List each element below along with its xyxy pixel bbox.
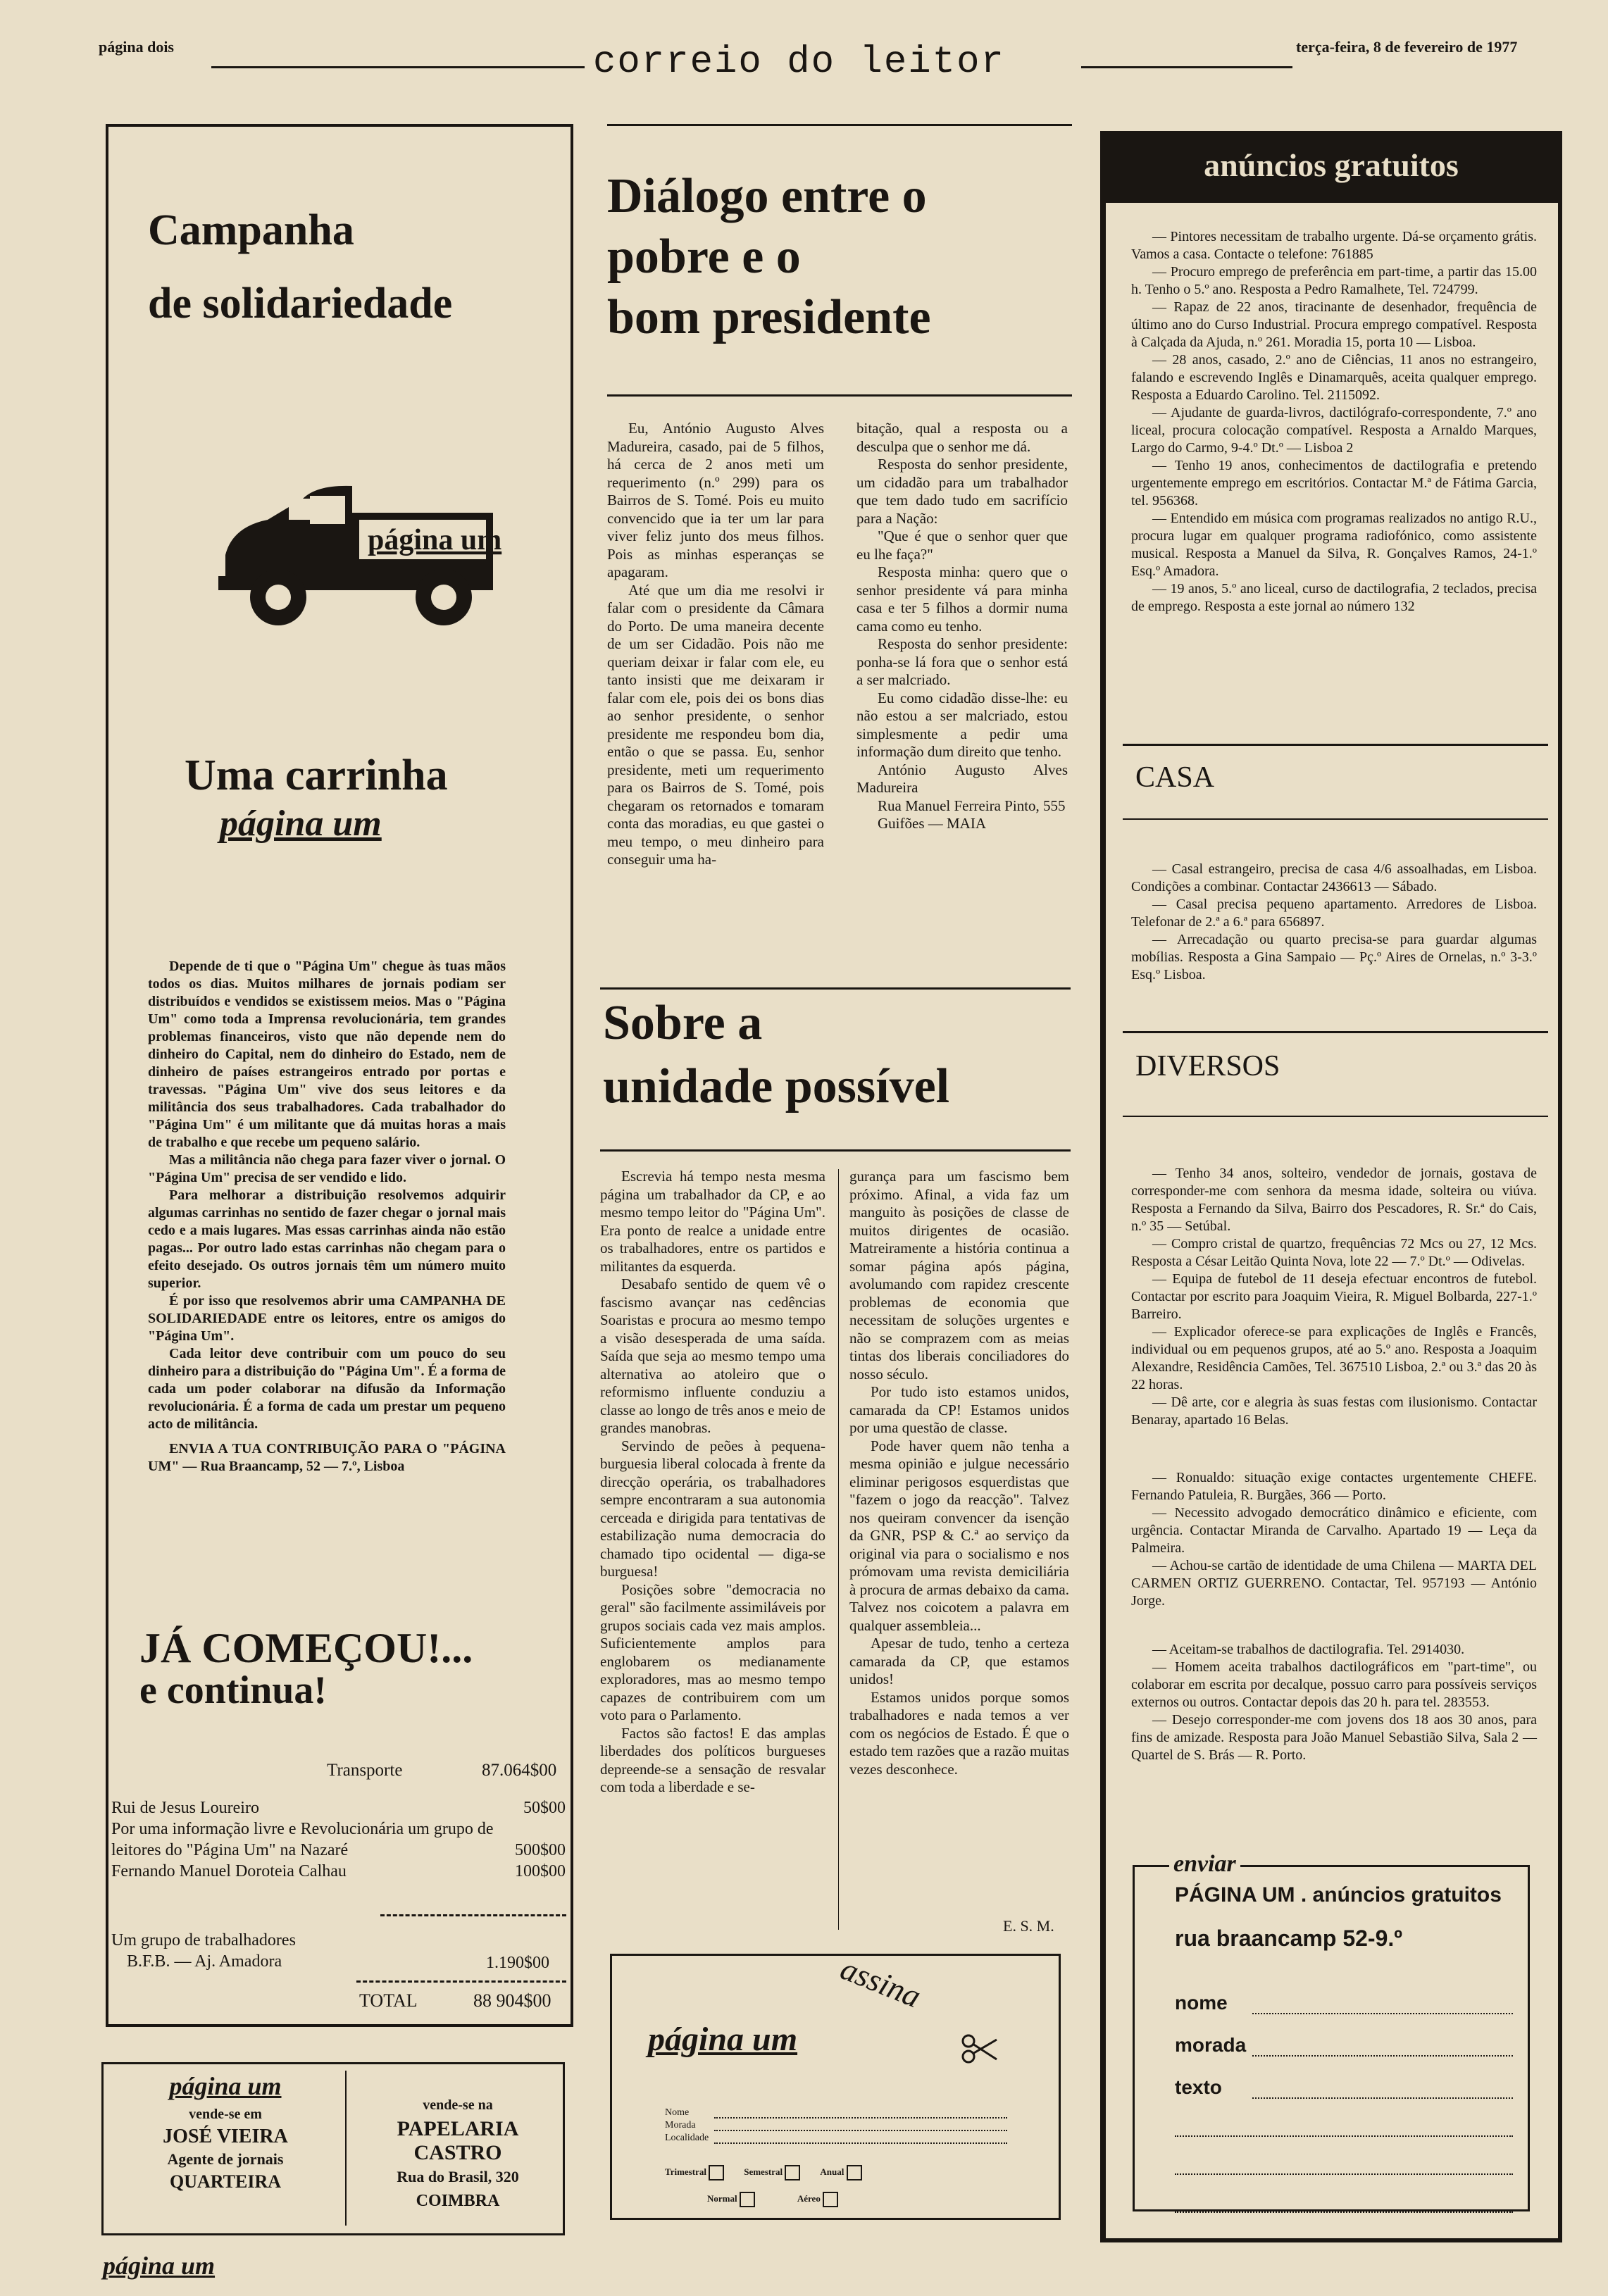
casa-list [1131, 861, 1537, 984]
subscribe-option[interactable] [744, 2165, 800, 2180]
subscribe-field-row [665, 2119, 1007, 2131]
ad-item: — Ronualdo: situação exige contactes urgentemente CHEFE. Fernando Patuleia, R. Burgães, 366 — Porto. [1131, 1470, 1537, 1503]
ad-item: — Pintores necessitam de trabalho urgente. Dá-se orçamento grátis. Vamos a casa. Contacte o telefone: 761885 [1131, 229, 1537, 262]
footer-logo: página um [103, 2252, 216, 2280]
subscribe-form [665, 2106, 1007, 2144]
dialogo-paragraph: bitação, qual a resposta ou a desculpa que o senhor me dá. [856, 420, 1068, 455]
section-title: correio do leitor [593, 41, 1005, 84]
unidade-paragraph: Escrevia há tempo nesta mesma página um trabalhador da CP, e ao mesmo tempo leitor do "Página Um". Era ponto de realce a unidade entre os trabalhadores, entre os partidos e militantes da esquerda. [600, 1168, 825, 1275]
ad-item: — Compro cristal de quartzo, frequências 72 Mcs ou 27, 12 Mcs. Resposta a César Leitão Quinta Nova, lote 22 — 7.º Dt.º — Odivelas. [1131, 1236, 1537, 1269]
casa-rule [1123, 744, 1548, 746]
ad-item: — Tenho 19 anos, conhecimentos de dactilografia e pretendo urgentemente emprego em escritórios. Contactar M.ª de Fátima Garcia, tel. 956368. [1131, 458, 1537, 509]
total-label: TOTAL [359, 1990, 418, 2011]
option-label: Normal [707, 2192, 737, 2204]
group-line-1: Um grupo de trabalhadores [111, 1931, 296, 1949]
unidade-col-1 [600, 1168, 825, 1797]
contribution-row [111, 1818, 566, 1840]
unidade-title-rule [600, 1149, 1071, 1152]
send-form [1175, 1972, 1513, 2213]
subscribe-option[interactable] [665, 2165, 724, 2180]
option-label: Trimestral [665, 2166, 706, 2177]
ja-comecou-subtitle: e continua! [139, 1668, 327, 1712]
ad-item: — Explicador oferece-se para explicações de Inglês e Francês, individual ou em pequenos grupos, até ao 5.º ano. Resposta a Joaquim Alexandre, Residência Camões, Tel. 367510 Lisboa, 2.ª ou 3.ª das 20 às 22 horas. [1131, 1324, 1537, 1392]
ad-item: — Tenho 34 anos, solteiro, vendedor de jornais, gostava de corresponder-me com senhora da mesma idade, solteira ou viúva. Resposta a Fernando da Silva, Bairro dos Pescadores, R. Sr.ª do Cais, n.º 35 — Setúbal. [1131, 1166, 1537, 1234]
send-field-row [1175, 2057, 1513, 2099]
contribution-name: Por uma informação livre e Revolucionária um grupo de [111, 1820, 494, 1838]
casa-rule-bottom [1123, 818, 1548, 820]
ad-item: — Arrecadação ou quarto precisa-se para guardar algumas mobílias. Resposta a Gina Sampaio — Pç.º Aires de Ornelas, n.º 3-3.º Esq.º Lisboa. [1131, 932, 1537, 982]
dashed-divider [380, 1914, 566, 1916]
send-line-2: rua braancamp 52-9.º [1175, 1926, 1402, 1951]
contribution-row [111, 1797, 566, 1818]
ad-item: — Achou-se cartão de identidade de uma Chilena — MARTA DEL CARMEN ORTIZ GUERRENO. Contactar, Tel. 957193 — António Jorge. [1131, 1558, 1537, 1609]
unidade-title [603, 992, 949, 1118]
sales-left-city: QUARTEIRA [170, 2171, 281, 2192]
contribution-name: leitores do "Página Um" na Nazaré [111, 1841, 349, 1859]
dialogo-title-line: bom presidente [607, 290, 931, 344]
dialogo-title-line: Diálogo entre o [607, 169, 927, 223]
campaign-paragraph: Depende de ti que o "Página Um" chegue às tuas mãos todos os dias. Muitos milhares de jornais podiam ser distribuídos e vendidos se existissem meios. Mas o "Página Um" como toda a Imprensa revolucionária, tem grandes problemas financeiros, visto que não depende nem do dinheiro do Capital, nem do dinheiro do Estado, nem de dinheiro de países estrangeiros entrado por portas e travessas. "Página Um" vive dos seus leitores e da militância dos seus trabalhadores. Cada trabalhador do "Página Um" é um militante que dá muitas horas a mais de trabalho e que recebe um pequeno salário. [148, 959, 506, 1150]
send-title: enviar [1169, 1851, 1240, 1878]
ad-item: — Desejo corresponder-me com jovens dos 18 aos 30 anos, para fins de amizade. Resposta para João Manuel Sebastião Silva, Sala 2 — Quartel de S. Brás — R. Porto. [1131, 1712, 1537, 1763]
dialogo-paragraph: Resposta do senhor presidente, um cidadão para um trabalhador que tem dado tudo em sacrifício para a Nação: [856, 456, 1068, 527]
truck-label: página um [368, 524, 502, 556]
subscribe-options-row [665, 2165, 1031, 2180]
dialogo-paragraph: Resposta do senhor presidente: ponha-se lá fora que o senhor está a ser malcriado. [856, 635, 1068, 688]
send-field-input[interactable] [1252, 2097, 1513, 2099]
subscribe-field-row [665, 2106, 1007, 2119]
contribution-value: 500$00 [515, 1841, 566, 1859]
ad-item: — Casal precisa pequeno apartamento. Arredores de Lisboa. Telefonar de 2.ª a 6.ª para 656897. [1131, 897, 1537, 930]
dialogo-title [607, 166, 931, 348]
ad-item: — Dê arte, cor e alegria às suas festas com ilusionismo. Contactar Benaray, apartado 16 Belas. [1131, 1395, 1537, 1428]
contribution-row [111, 1861, 566, 1882]
sales-right [352, 2093, 563, 2213]
campaign-title-2: de solidariedade [148, 280, 453, 327]
contribution-value: 100$00 [515, 1862, 566, 1880]
unidade-paragraph: Apesar de tudo, tenho a certeza camarada da CP, que estamos unidos! [849, 1635, 1069, 1687]
dialogo-signature: António Augusto Alves Madureira [856, 761, 1068, 796]
unidade-paragraph: Factos são factos! E das amplas liberdades dos políticos burgueses depreende-se a sensação de resvalar com toda a liberdade e se- [600, 1724, 825, 1795]
unidade-signature: E. S. M. [1003, 1917, 1054, 1935]
unidade-top-rule [600, 987, 1071, 990]
subscribe-field-label: Localidade [665, 2133, 709, 2143]
dialogo-paragraph: Resposta minha: quero que o senhor presidente vá para minha casa e ter 5 filhos a dormir numa cama como eu tenho. [856, 563, 1068, 635]
ads-header [1104, 135, 1558, 203]
option-label: Semestral [744, 2166, 783, 2177]
unidade-paragraph: Por tudo isto estamos unidos, camarada da CP! Estamos unidos por uma questão de classe. [849, 1383, 1069, 1436]
dialogo-top-rule [607, 124, 1072, 126]
dialogo-paragraph: Eu como cidadão disse-lhe: eu não estou a ser malcriado, estou simplesmente a pedir uma informação dum direito que tenho. [856, 689, 1068, 760]
subscribe-field-label: Morada [665, 2120, 696, 2130]
send-line-1: PÁGINA UM . anúncios gratuitos [1175, 1883, 1502, 1907]
diversos-list-3 [1131, 1641, 1537, 1764]
sales-right-name1: PAPELARIA [397, 2117, 519, 2140]
ad-item: — Ajudante de guarda-livros, dactilógrafo-correspondente, 7.º ano liceal, procura colocação compatível. Resposta a Arnaldo Marques, Largo do Carmo, 9-4.º Dt.º — Lisboa 2 [1131, 405, 1537, 456]
transporte-label: Transporte [327, 1761, 403, 1780]
unidade-title-line: unidade possível [603, 1059, 950, 1113]
send-field-input[interactable] [1252, 2013, 1513, 2014]
subscribe-option[interactable] [797, 2192, 838, 2207]
send-field-label: texto [1175, 2076, 1222, 2098]
campaign-title-1: Campanha [148, 206, 354, 254]
ad-item: — Equipa de futebol de 11 deseja efectuar encontros de futebol. Contactar por escrito para Joaquim Vieira, R. Miguel Bolbarda, 227-1.º Barreiro. [1131, 1271, 1537, 1322]
subscribe-field-input[interactable] [714, 2142, 1007, 2144]
sales-right-name2: CASTRO [413, 2141, 502, 2164]
ad-item: — Procuro emprego de preferência em part-time, a partir das 15.00 h. Tenho o 5.º ano. Resposta a Pedro Ramalhete, Tel. 724799. [1131, 264, 1537, 297]
sales-right-city: COIMBRA [416, 2192, 500, 2210]
subscribe-option[interactable] [820, 2165, 861, 2180]
sales-left-logo: página um [169, 2072, 282, 2100]
sales-right-address: Rua do Brasil, 320 [397, 2168, 519, 2185]
subscribe-options-row [665, 2192, 1031, 2207]
ad-item: — Rapaz de 22 anos, tiracinante de desenhador, frequência de último ano do Curso Industrial. Procura emprego compatível. Resposta à Calçada da Ajuda, n.º 261. Moradia 15, porta 10 — Lisboa. [1131, 299, 1537, 350]
casa-title: CASA [1135, 761, 1215, 794]
total-value: 88 904$00 [473, 1990, 551, 2011]
unidade-paragraph: gurança para um fascismo bem próximo. Afinal, a vida faz um manguito às posições de classe de muitos dirigentes de ocasião. Matreiramente a história continua a somar página após página, avolumando com rapidez crescente problemas de economia que necessitam de soluções urgentes e não se comprazem com as meias tintas dos liberais conciliadores do nosso século. [849, 1168, 1069, 1383]
campaign-subtitle-logo: página um [220, 804, 382, 844]
checkbox-icon[interactable] [709, 2165, 724, 2180]
dialogo-col-1 [607, 420, 824, 869]
send-field-row [1175, 1972, 1513, 2014]
option-label: Anual [820, 2166, 844, 2177]
sales-left-label: vende-se em [189, 2107, 262, 2122]
ad-item: — Homem aceita trabalhos dactilográficos em "part-time", ou colaborar em escrita por decalque, possuo carro para possíveis serviços externos ou outros. Contactar depois das 20 h. para tel. 283553. [1131, 1659, 1537, 1710]
header-rule-left [211, 66, 585, 68]
unidade-title-line: Sobre a [603, 996, 763, 1050]
unidade-paragraph: Servindo de peões à pequena-burguesia liberal colocada à frente da direcção operária, os trabalhadores sempre encontraram a sua autonomia cerceada e dirigida para tentativas de estabilização numa democracia do chamado tipo ocidental — diga-se burguesa! [600, 1437, 825, 1580]
truck-illustration [211, 470, 507, 639]
contribution-name: Rui de Jesus Loureiro [111, 1799, 259, 1817]
unidade-paragraph: Desabafo sentido de quem vê o fascismo avançar nas cedências Soaristas e procura ao mesmo tempo a visão desesperada de uma saída. Saída que seja ao mesmo tempo uma alternativa ao atoleiro que o reformismo influente conduziu a classe ao longo de três anos e meio de grandes manobras. [600, 1275, 825, 1436]
send-field-label: nome [1175, 1992, 1228, 2014]
subscribe-field-input[interactable] [714, 2117, 1007, 2119]
send-field-label: morada [1175, 2034, 1247, 2056]
diversos-list-1 [1131, 1165, 1537, 1429]
ja-comecou-title: JÁ COMEÇOU!... [139, 1625, 473, 1671]
subscribe-logo: página um [648, 2021, 798, 2058]
campaign-paragraph: Para melhorar a distribuição resolvemos adquirir algumas carrinhas no sentido de fazer chegar o jornal mais cedo e a mais lugares. Mas essas carrinhas ainda não estão pagas... Por outro lado estas carrinhas não chegam para o efeito desejado. Os outros jornais têm um número muito superior. [148, 1187, 506, 1291]
campaign-paragraph: É por isso que resolvemos abrir uma CAMPANHA DE SOLIDARIEDADE entre os leitores, entre os amigos do "Página Um". [148, 1293, 506, 1344]
ads-list [1131, 228, 1537, 616]
unidade-col-divider [838, 1169, 839, 1930]
transporte-value: 87.064$00 [482, 1761, 557, 1780]
dialogo-signature: Guifões — MAIA [878, 815, 986, 832]
campaign-body [148, 958, 506, 1475]
send-text-line[interactable] [1175, 2099, 1513, 2137]
dialogo-col-2 [856, 420, 1068, 833]
unidade-paragraph: Estamos unidos porque somos trabalhadores e nada temos a ver com os negócios de Estado. É que o estado tem razões que a razão muitas vezes desconhece. [849, 1688, 1069, 1778]
dialogo-paragraph: Eu, António Augusto Alves Madureira, casado, pai de 5 filhos, há cerca de 2 anos meti um requerimento (n.º 299) para os Bairros de S. Tomé. Pois eu muito convencido que ia ter um lar para viver feliz junto dos meus filhos. Pois as minhas esperanças se apagaram. [607, 420, 824, 580]
unidade-col-2 [849, 1168, 1069, 1778]
campaign-address: ENVIA A TUA CONTRIBUIÇÃO PARA O "PÁGINA UM" — Rua Braancamp, 52 — 7.º, Lisboa [148, 1441, 506, 1474]
header-date: terça-feira, 8 de fevereiro de 1977 [1296, 38, 1518, 56]
total-divider [356, 1980, 566, 1983]
send-field-row [1175, 2014, 1513, 2057]
dialogo-signature: Rua Manuel Ferreira Pinto, 555 [878, 797, 1066, 814]
group-value: 1.190$00 [486, 1954, 549, 1972]
sales-left [113, 2069, 338, 2193]
ad-item: — Casal estrangeiro, precisa de casa 4/6 assoalhadas, em Lisboa. Condições a combinar. Contactar 2436613 — Sábado. [1131, 861, 1537, 894]
checkbox-icon[interactable] [785, 2165, 800, 2180]
checkbox-icon[interactable] [847, 2165, 862, 2180]
diversos-rule-bottom [1123, 1116, 1548, 1117]
header-rule-right [1081, 66, 1292, 68]
scissors-icon [958, 2028, 1000, 2071]
ad-item: — Aceitam-se trabalhos de dactilografia. Tel. 2914030. [1152, 1642, 1465, 1657]
unidade-paragraph: Pode haver quem não tenha a mesma opinião e julgue necessário eliminar perigosos esquerdistas que "fazem o jogo da reacção". Talvez nos queiram convencer da isenção da GNR, PSP & C.ª ao serviço da original via para o socialismo e nos prómovam uma revista demiciliária à procura de armas debaixo da cama. Talvez nos coicotem a palavra em qualquer assembleia... [849, 1437, 1069, 1634]
contribution-row [111, 1840, 566, 1861]
unidade-paragraph: Posições sobre "democracia no geral" são facilmente assimiláveis por grupos sociais cada vez mais amplos. Suficientemente amplos para englobarem os medianamente exploradores, mas ao mesmo tempo capazes de contribuirem com um voto para o Parlamento. [600, 1580, 825, 1723]
subscribe-field-input[interactable] [714, 2130, 1007, 2131]
campaign-subtitle: Uma carrinha [185, 751, 448, 799]
checkbox-icon[interactable] [823, 2192, 838, 2207]
dialogo-paragraph: Até que um dia me resolvi ir falar com o presidente da Câmara do Porto. De uma maneira decente de um ser Cidadão. Pois não me queriam deixar ir falar com ele, eu tanto insisti que me deixaram ir falar com ele, pois dei os bons dias ao senhor presidente, o senhor presidente me respondeu bom dia, então o que se passa. Eu, senhor presidente, meti um requerimento para os Bairros de S. Tomé, pois chegaram os retornados e tomaram conta das moradias, eu que gastei o meu tempo, o meu dinheiro para conseguir uma ha- [607, 581, 824, 868]
ad-item: — 19 anos, 5.º ano liceal, curso de dactilografia, 2 teclados, precisa de emprego. Resposta a este jornal ao número 132 [1131, 581, 1537, 614]
send-text-line[interactable] [1175, 2175, 1513, 2213]
contribution-name: Fernando Manuel Doroteia Calhau [111, 1862, 347, 1880]
subscribe-stamp: assina [835, 1949, 926, 2015]
option-label: Aéreo [797, 2192, 821, 2204]
send-text-line[interactable] [1175, 2137, 1513, 2175]
ad-item: — 28 anos, casado, 2.º ano de Ciências, 11 anos no estrangeiro, falando e escrevendo Inglês e Dinamarquês, aceita qualquer emprego. Resposta a Eduardo Carolino. Tel. 2115092. [1131, 352, 1537, 403]
campaign-paragraph: Mas a militância não chega para fazer viver o jornal. O "Página Um" precisa de ser vendido e lido. [148, 1152, 506, 1185]
dialogo-paragraph: "Que é que o senhor quer que eu lhe faça?" [856, 528, 1068, 563]
subscribe-options [665, 2165, 1031, 2207]
subscribe-field-label: Nome [665, 2107, 690, 2118]
diversos-list-2 [1131, 1469, 1537, 1610]
contribution-value: 50$00 [523, 1799, 566, 1817]
subscribe-field-row [665, 2131, 1007, 2144]
sales-divider [345, 2071, 347, 2226]
contributions-list [111, 1797, 566, 1882]
ad-item: — Entendido em música com programas realizados no antigo R.U., procura lugar em qualquer programa radiofónico, como assistente musical. Resposta a Manuel da Silva, R. Gonçalves Ramos, 24-1.º Esq.º Amadora. [1131, 511, 1537, 579]
subscribe-option[interactable] [707, 2192, 755, 2207]
dialogo-title-line: pobre e o [607, 230, 801, 284]
sales-left-name: JOSÉ VIEIRA [163, 2126, 288, 2147]
checkbox-icon[interactable] [740, 2192, 755, 2207]
header-left: página dois [99, 38, 174, 56]
ads-header-label: anúncios gratuitos [1204, 147, 1459, 183]
ad-item: — Necessito advogado democrático dinâmico e eficiente, com urgência. Contactar Miranda de Carvalho. Apartado 19 — Leça da Palmeira. [1131, 1505, 1537, 1556]
group-line-2: B.F.B. — Aj. Amadora [127, 1952, 282, 1971]
send-field-input[interactable] [1252, 2055, 1513, 2057]
diversos-rule [1123, 1031, 1548, 1033]
campaign-paragraph: Cada leitor deve contribuir com um pouco do seu dinheiro para a distribuição do "Página Um". É a forma de cada um poder colaborar na difusão da Informação revolucionária. É a forma de cada um prestar um pequeno acto de militância. [148, 1346, 506, 1432]
dialogo-title-rule [607, 394, 1072, 397]
diversos-title: DIVERSOS [1135, 1050, 1280, 1083]
sales-right-label: vende-se na [423, 2097, 493, 2113]
sales-left-role: Agente de jornais [167, 2150, 284, 2168]
